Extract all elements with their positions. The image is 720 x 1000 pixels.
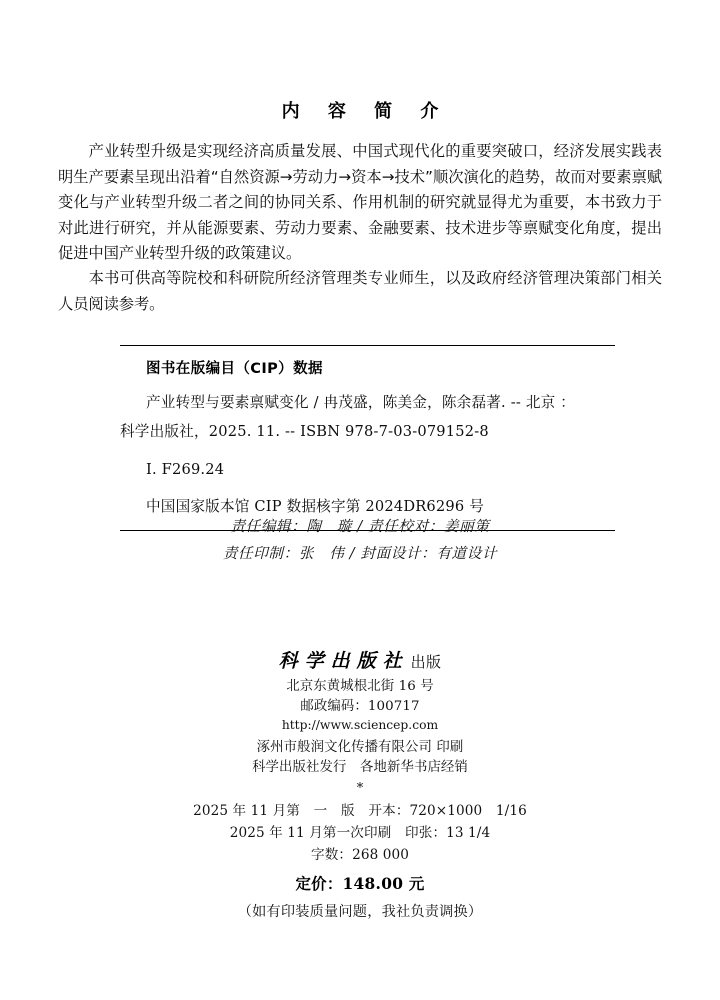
publisher-website: http://www.sciencep.com — [281, 718, 439, 732]
staff-credits-section — [0, 513, 720, 567]
publisher-logo: 科学出版社 — [278, 650, 409, 672]
cip-section — [120, 345, 615, 531]
wordcount-line: 字数：268 000 — [311, 847, 409, 863]
cip-heading: 图书在版编目（CIP）数据 — [146, 361, 323, 377]
abstract-section — [58, 100, 662, 317]
printing-cover-credit: 责任印制：张 伟 / 封面设计：有道设计 — [222, 545, 498, 562]
publisher-suffix-label: 出版 — [410, 653, 442, 671]
edition-line: 2025 年 11 月第 一 版 开本：720×1000 1/16 — [193, 803, 527, 819]
cip-verification-number: 中国国家版本馆 CIP 数据核字第 2024DR6296 号 — [146, 498, 484, 515]
price-label: 定价：148.00 元 — [295, 875, 425, 893]
colophon-section — [0, 648, 720, 924]
editor-proofreader-credit: 责任编辑：陶 璇 / 责任校对：姜丽策 — [230, 518, 490, 535]
asterisk-separator: * — [356, 781, 364, 796]
abstract-paragraph-2: 本书可供高等院校和科研院所经济管理类专业师生，以及政府经济管理决策部门相关人员阅读参考。 — [58, 269, 662, 313]
publisher-line — [0, 648, 720, 675]
cip-entry-line-1: 产业转型与要素禀赋变化 / 冉茂盛，陈美金，陈余磊著. -- 北京 ： — [146, 394, 576, 411]
abstract-paragraph-1: 产业转型升级是实现经济高质量发展、中国式现代化的重要突破口，经济发展实践表明生产要素呈现出沿着“自然资源→劳动力→资本→技术”顺次演化的趋势，故而对要素禀赋变化与产业转型升级二者之间的协同关系、作用机制的研究就显得尤为重要，本书致力于对此进行研究，并从能源要素、劳动力要素、金融要素、技术进步等禀赋变化角度，提出促进中国产业转型升级的政策建议。 — [58, 142, 662, 263]
publisher-postcode: 邮政编码：100717 — [300, 698, 420, 714]
printer-name: 涿州市般润文化传播有限公司 印刷 — [256, 740, 464, 755]
impression-line: 2025 年 11 月第一次印刷 印张：13 1/4 — [229, 825, 491, 841]
cip-classification-number: Ⅰ. F269.24 — [146, 461, 225, 478]
cip-entry-line-2: 科学出版社，2025. 11. -- ISBN 978-7-03-079152-8 — [120, 423, 489, 440]
distribution-info: 科学出版社发行 各地新华书店经销 — [252, 759, 468, 775]
abstract-title: 内 容 简 介 — [281, 101, 450, 122]
publisher-address: 北京东黄城根北街 16 号 — [286, 679, 434, 694]
cip-top-rule — [120, 345, 615, 346]
quality-guarantee-note: （如有印装质量问题，我社负责调换） — [237, 904, 483, 920]
